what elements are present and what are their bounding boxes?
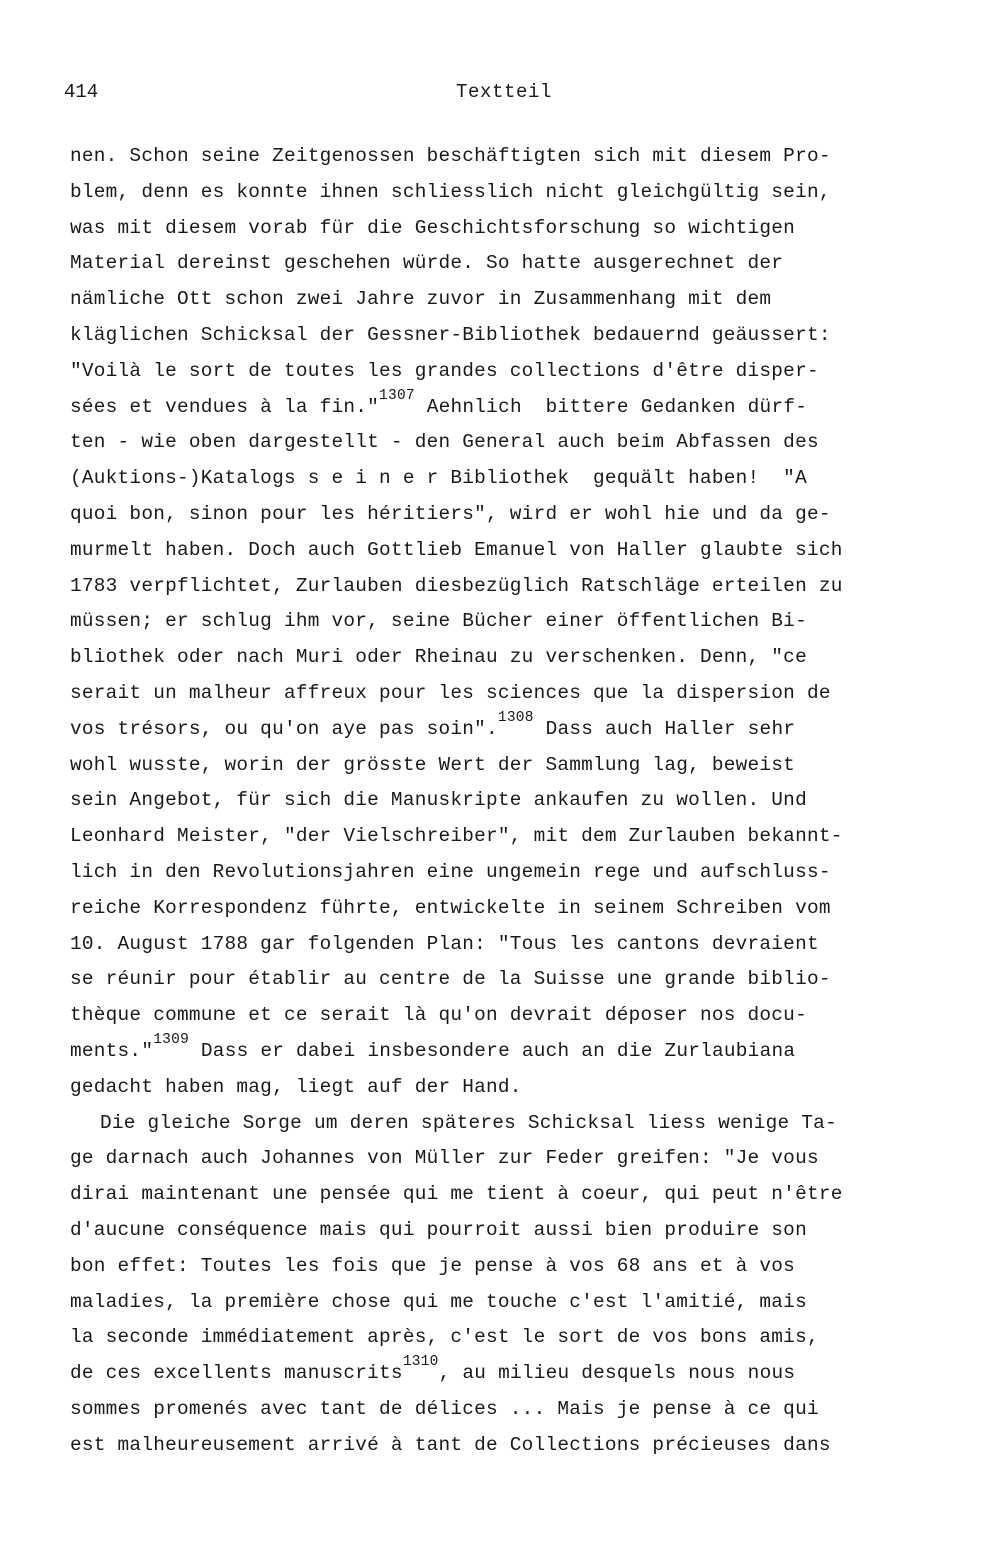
- line-text: Die gleiche Sorge um deren späteres Schicksal liess wenige Ta-: [100, 1111, 837, 1134]
- line-text: gedacht haben mag, liegt auf der Hand.: [70, 1075, 522, 1098]
- text-line: [70, 569, 960, 605]
- text-line: [70, 1213, 960, 1249]
- line-text: quoi bon, sinon pour les héritiers", wird er wohl hie und da ge-: [70, 502, 831, 525]
- text-line: [70, 1428, 960, 1464]
- line-text: blem, denn es konnte ihnen schliesslich nicht gleichgültig sein,: [70, 180, 831, 203]
- page-header: [64, 78, 944, 106]
- line-text: wohl wusste, worin der grösste Wert der Sammlung lag, beweist: [70, 753, 796, 776]
- text-line: [70, 533, 960, 569]
- text-line: [70, 962, 960, 998]
- line-text: vos trésors, ou qu'on aye pas soin".: [70, 717, 498, 740]
- text-line: [70, 1070, 960, 1106]
- line-text: (Auktions-)Katalogs s e i n e r Bibliothek gequält haben! "A: [70, 467, 807, 490]
- text-line: [70, 927, 960, 963]
- text-line: [70, 998, 960, 1034]
- line-text: reiche Korrespondenz führte, entwickelte in seinem Schreiben vom: [70, 896, 831, 919]
- line-text-continued: , au milieu desquels nous nous: [438, 1362, 796, 1385]
- text-line: [70, 1356, 960, 1392]
- line-text: bon effet: Toutes les fois que je pense à vos 68 ans et à vos: [70, 1254, 796, 1277]
- footnote-reference: 1308: [497, 709, 534, 726]
- line-text-continued: Dass auch Haller sehr: [533, 717, 796, 740]
- footnote-reference: 1309: [153, 1031, 190, 1048]
- line-text: nen. Schon seine Zeitgenossen beschäftigten sich mit diesem Pro-: [70, 145, 831, 167]
- line-text: de ces excellents manuscrits: [70, 1362, 403, 1385]
- text-line: [70, 1392, 960, 1428]
- text-line: [70, 855, 960, 891]
- line-text: sées et vendues à la fin.": [70, 395, 380, 418]
- text-line: [70, 318, 960, 354]
- text-line: [70, 497, 960, 533]
- line-text: thèque commune et ce serait là qu'on devrait déposer nos docu-: [70, 1004, 807, 1027]
- line-text: lich in den Revolutionsjahren eine ungemein rege und aufschluss-: [70, 860, 831, 883]
- line-text: sein Angebot, für sich die Manuskripte ankaufen zu wollen. Und: [70, 789, 807, 812]
- line-text: nämliche Ott schon zwei Jahre zuvor in Zusammenhang mit dem: [70, 288, 772, 311]
- text-line: [70, 1031, 960, 1070]
- text-line: [70, 604, 960, 640]
- line-text: se réunir pour établir au centre de la Suisse une grande biblio-: [70, 968, 831, 991]
- text-line: [70, 211, 960, 247]
- line-text: ments.": [70, 1039, 154, 1062]
- text-line: [70, 246, 960, 282]
- line-text: serait un malheur affreux pour les sciences que la dispersion de: [70, 681, 831, 704]
- line-text: müssen; er schlug ihm vor, seine Bücher einer öffentlichen Bi-: [70, 610, 807, 633]
- text-line: [70, 1249, 960, 1285]
- text-line: [70, 282, 960, 318]
- line-text: 1783 verpflichtet, Zurlauben diesbezüglich Ratschläge erteilen zu: [70, 574, 843, 597]
- text-line: [70, 425, 960, 461]
- text-line: [70, 748, 960, 784]
- line-text-continued: Aehnlich bittere Gedanken dürf-: [414, 395, 808, 418]
- line-text: d'aucune conséquence mais qui pourroit aussi bien produire son: [70, 1218, 807, 1241]
- text-line: [70, 640, 960, 676]
- line-text: Leonhard Meister, "der Vielschreiber", mit dem Zurlauben bekannt-: [70, 825, 843, 848]
- line-text: ten - wie oben dargestellt - den General auch beim Abfassen des: [70, 431, 819, 454]
- text-line: [70, 1106, 960, 1142]
- line-text: est malheureusement arrivé à tant de Collections précieuses dans: [70, 1433, 831, 1456]
- running-head: Textteil: [456, 81, 553, 103]
- line-text: dirai maintenant une pensée qui me tient à coeur, qui peut n'être: [70, 1183, 843, 1206]
- line-text: Material dereinst geschehen würde. So hatte ausgerechnet der: [70, 252, 784, 275]
- text-line: [70, 1141, 960, 1177]
- line-text-continued: Dass er dabei insbesondere auch an die Zurlaubiana: [189, 1039, 796, 1062]
- text-line: [70, 891, 960, 927]
- body-text: [70, 139, 960, 1463]
- text-line: [70, 676, 960, 712]
- line-text: bliothek oder nach Muri oder Rheinau zu verschenken. Denn, "ce: [70, 646, 807, 669]
- text-line: [70, 783, 960, 819]
- text-line: [70, 1320, 960, 1356]
- line-text: la seconde immédiatement après, c'est le sort de vos bons amis,: [70, 1326, 819, 1349]
- line-text: ge darnach auch Johannes von Müller zur Feder greifen: "Je vous: [70, 1147, 819, 1170]
- line-text: was mit diesem vorab für die Geschichtsforschung so wichtigen: [70, 216, 796, 239]
- line-text: maladies, la première chose qui me touche c'est l'amitié, mais: [70, 1290, 807, 1313]
- line-text: sommes promenés avec tant de délices ... Mais je pense à ce qui: [70, 1397, 819, 1420]
- text-line: [70, 354, 960, 390]
- footnote-reference: 1310: [402, 1354, 439, 1371]
- footnote-reference: 1307: [379, 387, 415, 404]
- line-text: 10. August 1788 gar folgenden Plan: "Tous les cantons devraient: [70, 932, 819, 955]
- line-text: murmelt haben. Doch auch Gottlieb Emanuel von Haller glaubte sich: [70, 538, 843, 561]
- text-line: [70, 139, 960, 175]
- line-text: kläglichen Schicksal der Gessner-Bibliothek bedauernd geäussert:: [70, 323, 831, 346]
- line-text: "Voilà le sort de toutes les grandes collections d'être disper-: [70, 359, 819, 382]
- text-line: [70, 387, 960, 426]
- text-line: [70, 819, 960, 855]
- text-line: [70, 1177, 960, 1213]
- text-line: [70, 1285, 960, 1321]
- text-line: [70, 461, 960, 497]
- text-line: [70, 175, 960, 211]
- text-line: [70, 709, 960, 748]
- page-number: 414: [64, 81, 99, 103]
